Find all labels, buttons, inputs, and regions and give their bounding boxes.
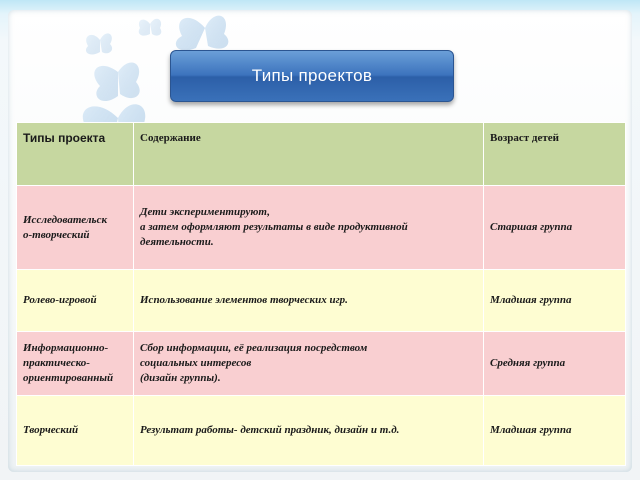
cell-line: Дети экспериментируют, <box>140 206 270 218</box>
table-header-row <box>17 123 626 186</box>
table-row <box>17 186 626 270</box>
project-type-cell <box>17 396 134 466</box>
cell-line: Творческий <box>23 424 79 436</box>
age-cell: Младшая группа <box>484 396 626 466</box>
content-cell <box>134 186 484 270</box>
content-cell <box>134 332 484 396</box>
cell-line: Исследовательск <box>23 213 108 226</box>
header-content: Содержание <box>134 123 484 186</box>
project-types-table <box>16 122 626 466</box>
age-cell: Старшая группа <box>484 186 626 270</box>
cell-line: ориентированный <box>23 372 114 384</box>
cell-line: Сбор информации, её реализация посредством <box>140 342 368 354</box>
slide-title: Типы проектов <box>170 50 454 102</box>
header-project-type: Типы проекта <box>17 123 134 186</box>
table-row <box>17 332 626 396</box>
cell-line: о-творческий <box>23 228 90 241</box>
butterfly-icon <box>176 16 229 51</box>
cell-line: социальных интересов <box>140 357 252 369</box>
project-type-cell <box>17 270 134 332</box>
cell-line: практическо- <box>23 357 90 369</box>
content-cell <box>134 270 484 332</box>
butterfly-icon <box>139 19 162 36</box>
age-cell: Средняя группа <box>484 332 626 396</box>
cell-line: Результат работы- детский праздник, дизайн и т.д. <box>140 424 400 436</box>
cell-line: Использование элементов творческих игр. <box>140 294 348 306</box>
cell-line: Ролево-игровой <box>23 294 97 306</box>
content-cell <box>134 396 484 466</box>
table-row <box>17 270 626 332</box>
cell-line: деятельности. <box>140 236 214 248</box>
cell-line: (дизайн группы). <box>140 372 221 384</box>
table-row <box>17 396 626 466</box>
project-type-cell <box>17 332 134 396</box>
cell-line: а затем оформляют результаты в виде продуктивной <box>140 221 408 233</box>
project-type-cell <box>17 186 134 270</box>
age-cell: Младшая группа <box>484 270 626 332</box>
butterfly-icon <box>94 63 139 102</box>
butterfly-icon <box>86 33 112 54</box>
header-child-age: Возраст детей <box>484 123 626 186</box>
cell-line: Информационно- <box>23 342 109 354</box>
